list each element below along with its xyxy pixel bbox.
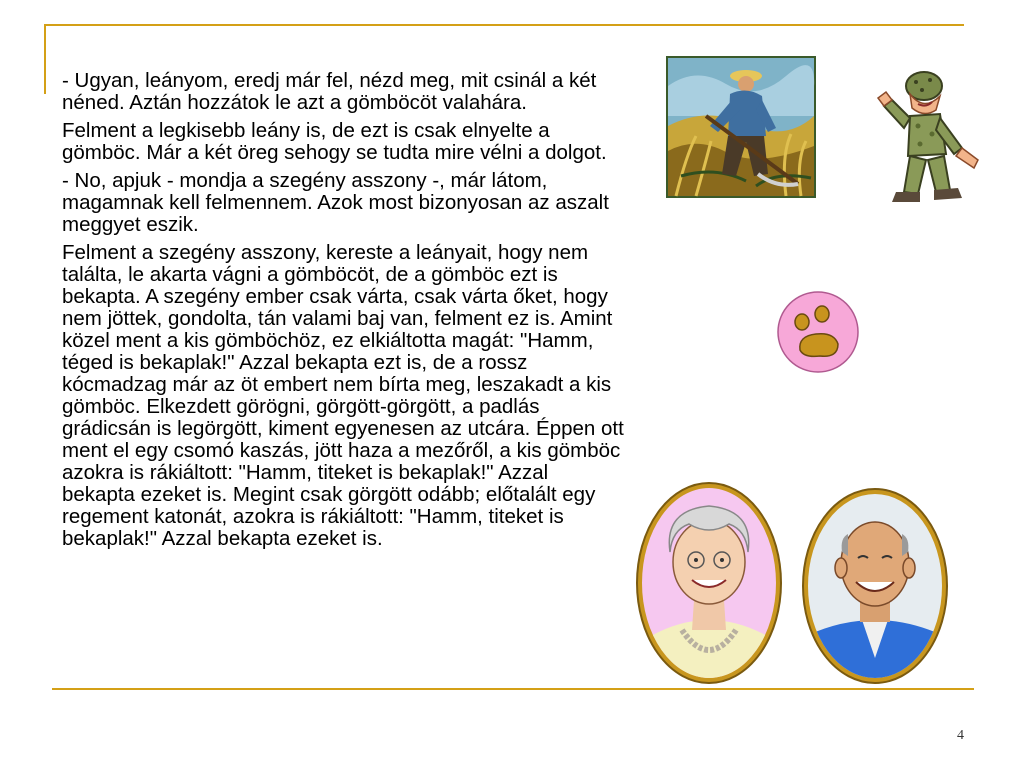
- old-man-portrait: [800, 486, 950, 686]
- pink-face-clipart: [776, 290, 860, 374]
- reaper-clipart: [666, 56, 816, 198]
- paragraph-2: Felment a legkisebb leány is, de ezt is csak elnyelte a gömböc. Már a két öreg sehogy se tudta mire vélni a dolgot.: [62, 119, 607, 164]
- paragraph-1: - Ugyan, leányom, eredj már fel, nézd meg, mit csinál a két néned. Aztán hozzátok le azt a gömböcöt valahára.: [62, 69, 597, 114]
- old-woman-portrait: [634, 480, 784, 686]
- bottom-rule: [52, 688, 974, 690]
- top-rule: [44, 24, 964, 26]
- story-text: [62, 70, 624, 556]
- left-accent-rule: [44, 24, 46, 94]
- soldier-clipart: [870, 60, 988, 208]
- paragraph-3: - No, apjuk - mondja a szegény asszony -, már látom, magamnak kell felmennem. Azok most bizonyosan az aszalt meggyet eszik.: [62, 169, 609, 236]
- page-number: 4: [957, 728, 964, 743]
- paragraph-4: Felment a szegény asszony, kereste a leányait, hogy nem találta, le akarta vágni a gömböcöt, de a gömböc ezt is bekapta. A szegény ember csak várta, csak várta őket, hogy nem jöttek, gondolta, tán valami baj van, felment ez is. Amint közel ment a kis gömböchöz, ez elkiáltotta magát: "Hamm, téged is bekaplak!" Azzal bekapta ezt is, de a rossz kócmadzag már az öt embert nem bírta meg, leszakadt a kis gömböc. Elkezdett görögni, görgött-görgött, a padlás grádicsán is legörgött, kiment egyenesen az utcára. Éppen ott ment el egy csomó kaszás, jött haza a mezőről, a kis gömböc azokra is rákiáltott: "Hamm, titeket is bekaplak!" Azzal bekapta ezeket is. Megint csak görgött odább; előtalált egy regement katonát, azokra is rákiáltott: "Hamm, titeket is bekaplak!" Azzal bekapta ezeket is.: [62, 241, 624, 550]
